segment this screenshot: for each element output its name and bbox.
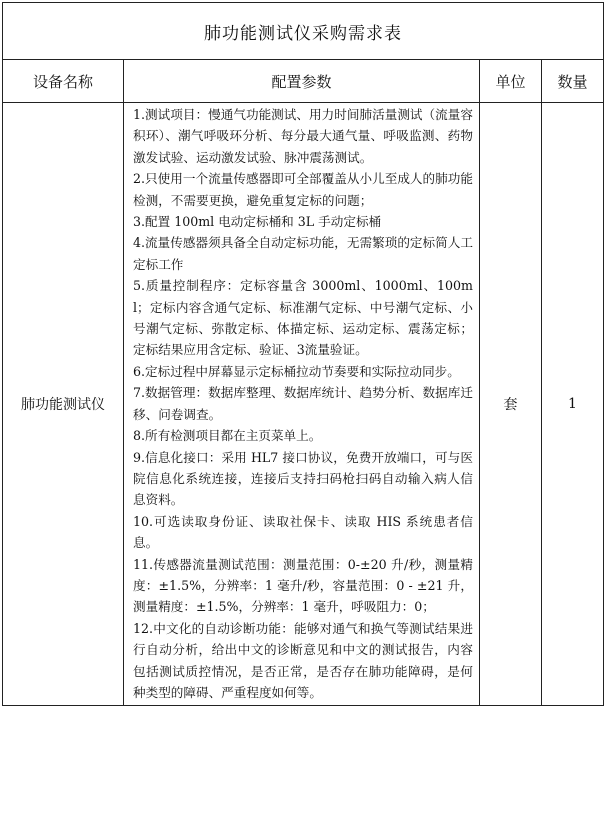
config-item-6: 6.定标过程中屏幕显示定标桶拉动节奏要和实际拉动同步。: [133, 363, 460, 379]
device-name-cell: 肺功能测试仪: [3, 103, 124, 706]
config-item-4: 4.流量传感器须具备全自动定标功能，无需繁琐的定标简人工定标工作: [133, 235, 473, 272]
config-item-11: 11.传感器流量测试范围：测量范围：0-±20 升/秒，测量精度：±1.5%，分辨率：1 毫升/秒，容量范围：0 - ±21 升，测量精度：±1.5%，分辨率：1 毫升，呼吸阻力：0；: [133, 556, 473, 615]
document-title: 肺功能测试仪采购需求表: [3, 3, 604, 60]
header-config-params: 配置参数: [124, 60, 480, 103]
config-item-8: 8.所有检测项目都在主页菜单上。: [133, 428, 322, 444]
requirements-table: [2, 2, 604, 706]
config-item-7: 7.数据管理：数据库整理、数据库统计、趋势分析、数据库迁移、问卷调查。: [133, 385, 473, 422]
procurement-document: [2, 2, 603, 809]
header-quantity: 数量: [542, 60, 604, 103]
table-row: [3, 103, 604, 706]
header-row: [3, 60, 604, 103]
config-item-2: 2.只使用一个流量传感器即可全部覆盖从小儿至成人的肺功能检测，不需要更换，避免重复定标的问题；: [133, 171, 473, 208]
quantity-cell: 1: [542, 103, 604, 706]
unit-cell: 套: [480, 103, 542, 706]
header-unit: 单位: [480, 60, 542, 103]
config-item-5: 5.质量控制程序：定标容量含 3000ml、1000ml、100ml；定标内容含通气定标、标准潮气定标、中号潮气定标、小号潮气定标、弥散定标、体描定标、运动定标、震荡定标；定标结果应用含定标、验证、3流量验证。: [133, 278, 473, 358]
config-params-cell: [124, 103, 480, 706]
title-row: [3, 3, 604, 60]
header-device-name: 设备名称: [3, 60, 124, 103]
config-item-12: 12.中文化的自动诊断功能：能够对通气和换气等测试结果进行自动分析，给出中文的诊断意见和中文的测试报告，内容包括测试质控情况，是否正常，是否存在肺功能障碍，是何种类型的障碍、严重程度如何等。: [133, 620, 473, 700]
config-item-9: 9.信息化接口：采用 HL7 接口协议，免费开放端口，可与医院信息化系统连接，连接后支持扫码枪扫码自动输入病人信息资料。: [133, 449, 473, 508]
config-item-1: 1.测试项目：慢通气功能测试、用力时间肺活量测试（流量容积环）、潮气呼吸环分析、每分最大通气量、呼吸监测、药物激发试验、运动激发试验、脉冲震荡测试。: [133, 107, 473, 165]
config-item-3: 3.配置 100ml 电动定标桶和 3L 手动定标桶: [133, 214, 382, 230]
config-item-10: 10.可选读取身份证、读取社保卡、读取 HIS 系统患者信息。: [133, 513, 473, 551]
